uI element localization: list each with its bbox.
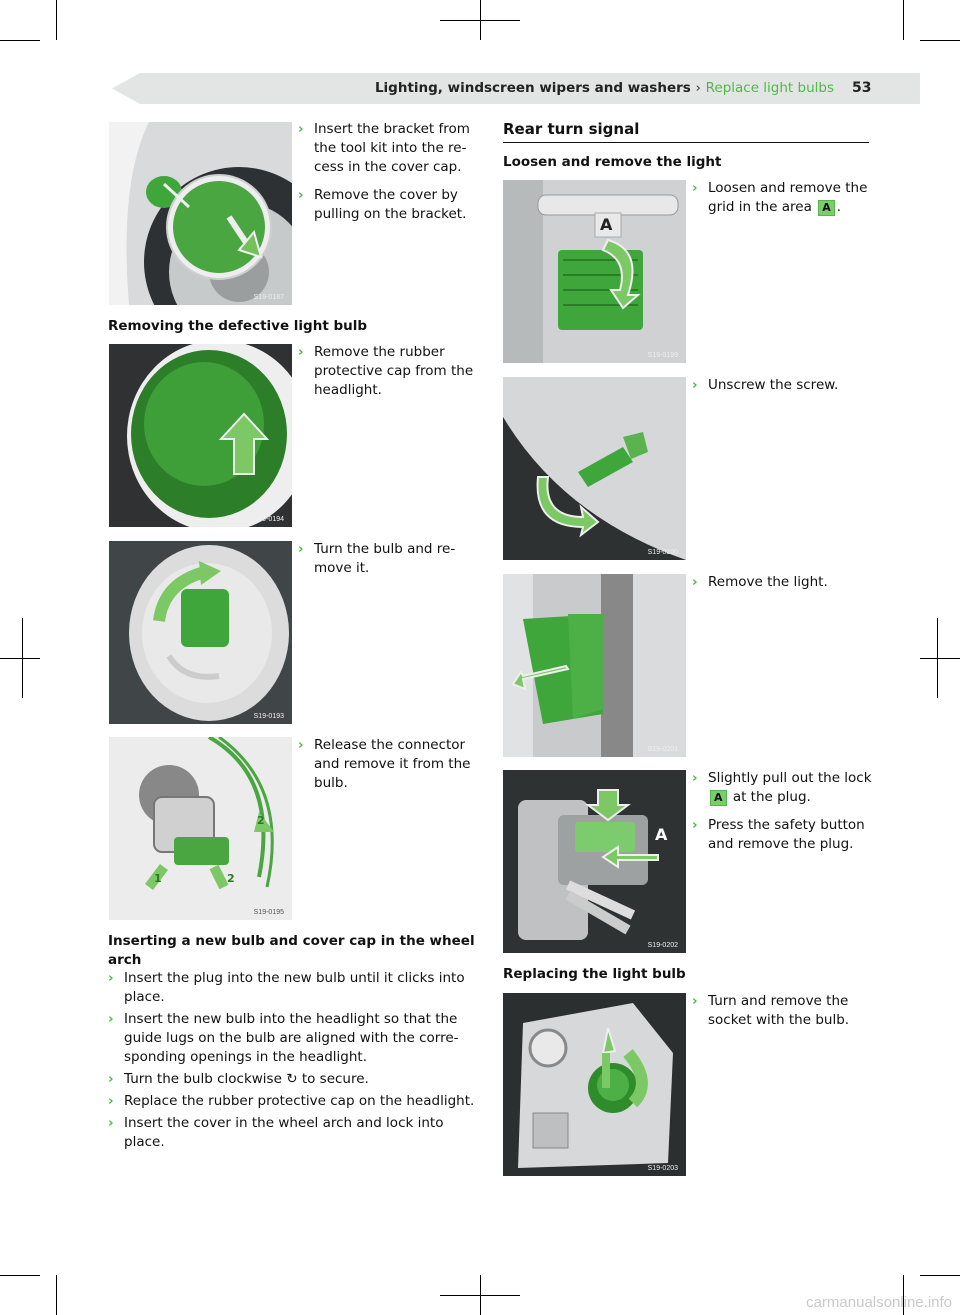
instruction-list [692,573,872,601]
bullet-icon: › [108,1115,114,1131]
instruction-list [298,540,478,587]
callout-2: 2 [227,872,235,885]
instruction-list [692,769,872,863]
subheading-replacing: Replacing the light bulb [503,966,686,982]
breadcrumb-current: Replace light bulbs [705,80,834,96]
callout-2: 2 [257,814,265,827]
bullet-icon: › [108,970,114,986]
instruction-step: › Remove the light. [692,574,828,590]
figure-connector [109,737,292,920]
instruction-list [692,179,872,226]
figure-turn-bulb [109,541,292,724]
figure-code: S19-0194 [253,516,284,523]
instruction-step: › Insert the plug into the new bulb until it clicks into place. [108,970,465,1005]
instruction-step: › Loosen and remove the grid in the area A . [692,180,868,215]
instruction-list [692,992,872,1039]
subheading-loosen: Loosen and remove the light [503,154,722,170]
instruction-step: › Slightly pull out the lock A at the plug. [692,770,872,805]
bullet-icon: › [692,770,698,786]
instruction-step: › Turn the bulb clockwise ↻ to secure. [108,1071,369,1087]
clockwise-icon: ↻ [286,1071,298,1087]
bullet-icon: › [108,1071,114,1087]
figure-socket [503,993,686,1176]
instruction-list [298,736,478,802]
instruction-step: › Press the safety button and remove the plug. [692,817,865,852]
label-a: A [655,825,668,844]
instruction-list [692,376,872,404]
figure-code: S19-0202 [647,942,678,949]
bullet-icon: › [692,817,698,833]
instruction-step: › Turn and remove the socket with the bulb. [692,993,850,1028]
label-a: A [600,215,613,234]
callout-1: 1 [154,872,162,885]
figure-code: S19-0199 [647,352,678,359]
instruction-step: › Insert the bracket from the tool kit into the re- cess in the cover cap. [298,121,470,175]
section-title: Rear turn signal [503,120,869,143]
figure-rubber-cap [109,344,292,527]
marker-a: A [710,790,727,806]
figure-code: S19-0187 [253,294,284,301]
bullet-icon: › [298,541,304,557]
figure-grid [503,180,686,363]
breadcrumb-chapter: Lighting, windscreen wipers and washers [374,80,691,96]
bullet-icon: › [692,377,698,393]
instruction-list [298,343,478,409]
instruction-step: › Remove the rubber protective cap from the headlight. [298,344,474,398]
figure-code: S19-0193 [253,713,284,720]
bullet-icon: › [692,574,698,590]
bullet-icon: › [108,1093,114,1109]
instruction-step: › Insert the cover in the wheel arch and lock into place. [108,1115,444,1150]
page-number: 53 [852,80,872,96]
subheading-removing: Removing the defective light bulb [108,318,368,334]
instruction-step: › Remove the cover by pulling on the bracket. [298,187,467,222]
figure-remove-light [503,574,686,757]
instruction-step: › Release the connector and remove it from the bulb. [298,737,471,791]
figure-wheel-arch [109,122,292,305]
figure-code: S19-0203 [647,1165,678,1172]
bullet-icon: › [298,737,304,753]
figure-code: S19-0201 [647,746,678,753]
figure-code: S19-0200 [647,549,678,556]
instruction-step: › Turn the bulb and re- move it. [298,541,456,576]
marker-a: A [818,200,835,216]
breadcrumb-separator: › [695,80,701,96]
bullet-icon: › [298,187,304,203]
bullet-icon: › [692,180,698,196]
bullet-icon: › [298,344,304,360]
footer-watermark: carmanualsonline.info [806,1294,952,1311]
instruction-step: › Insert the new bulb into the headlight so that the guide lugs on the bulb are aligned with the corre- sponding openings in the headlight. [108,1011,459,1065]
instruction-step: › Unscrew the screw. [692,377,839,393]
bullet-icon: › [692,993,698,1009]
figure-plug [503,770,686,953]
instruction-step: › Replace the rubber protective cap on the headlight. [108,1093,475,1109]
insert-instruction-list [108,969,478,1155]
breadcrumb [375,80,834,96]
figure-code: S19-0195 [253,909,284,916]
figure-screw [503,377,686,560]
bullet-icon: › [298,121,304,137]
bullet-icon: › [108,1011,114,1027]
subheading-inserting: Inserting a new bulb and cover cap in the wheel arch [108,933,475,968]
instruction-list [298,120,478,233]
